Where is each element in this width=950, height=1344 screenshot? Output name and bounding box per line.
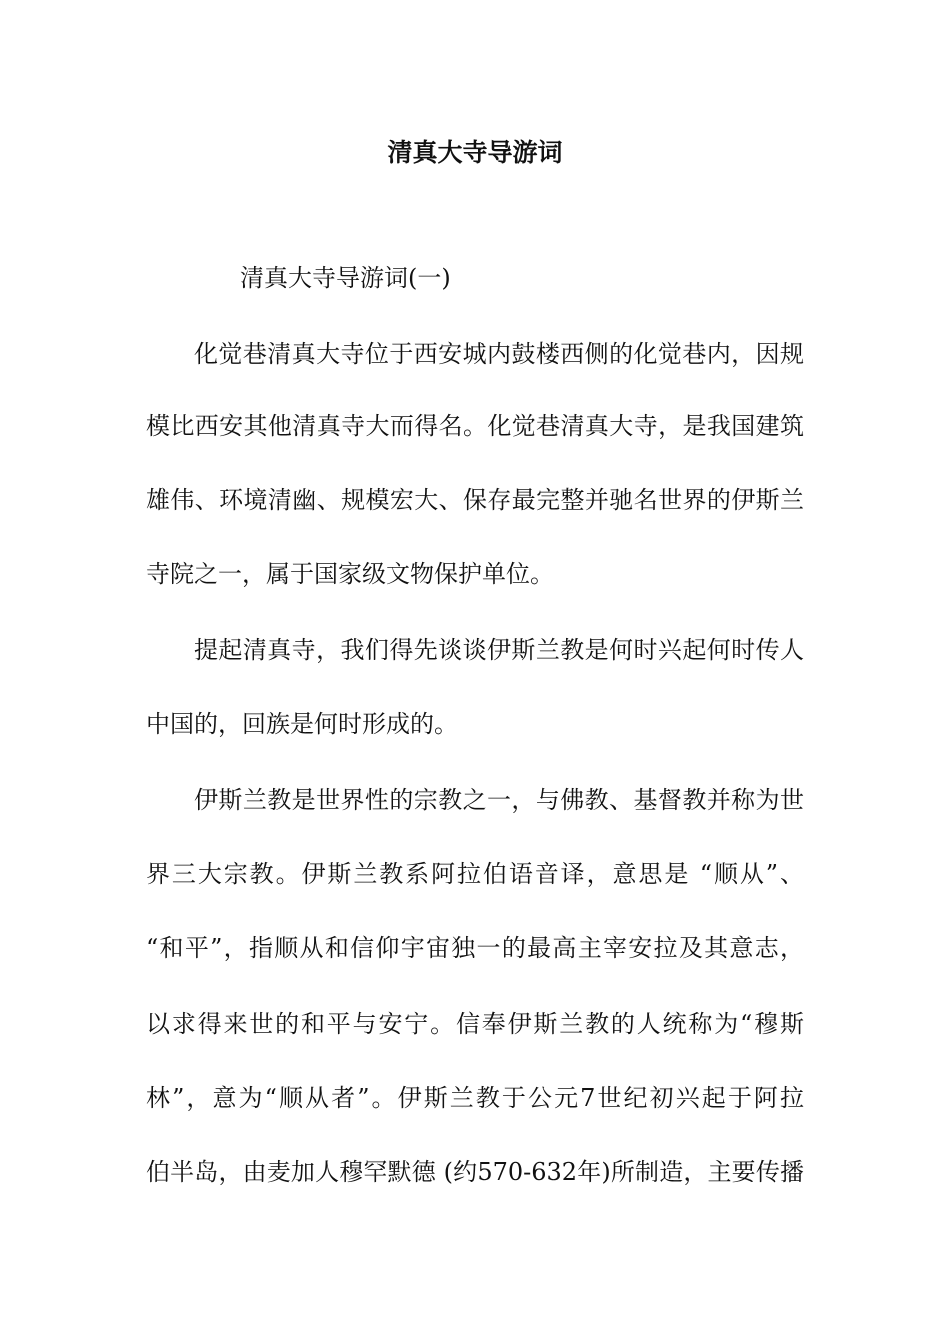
document-title: 清真大寺导游词 <box>387 138 563 167</box>
paragraph-line: 伯半岛，由麦加人穆罕默德 (约570-632年)所制造，主要传播 <box>146 1158 804 1186</box>
paragraph-line: 林”，意为“顺从者”。伊斯兰教于公元7世纪初兴起于阿拉 <box>146 1084 804 1112</box>
paragraph-line: “和平”，指顺从和信仰宇宙独一的最高主宰安拉及其意志， <box>146 934 804 962</box>
section-heading: 清真大寺导游词(一) <box>240 264 451 292</box>
paragraph-line: 伊斯兰教是世界性的宗教之一，与佛教、基督教并称为世 <box>194 786 804 814</box>
paragraph-line: 模比西安其他清真寺大而得名。化觉巷清真大寺，是我国建筑 <box>146 412 804 440</box>
paragraph-line: 以求得来世的和平与安宁。信奉伊斯兰教的人统称为“穆斯 <box>146 1010 804 1038</box>
paragraph-line: 中国的，回族是何时形成的。 <box>146 710 458 738</box>
paragraph-line: 寺院之一，属于国家级文物保护单位。 <box>146 560 554 588</box>
paragraph-line: 界三大宗教。伊斯兰教系阿拉伯语音译，意思是 “顺从”、 <box>146 860 804 888</box>
paragraph-line: 化觉巷清真大寺位于西安城内鼓楼西侧的化觉巷内，因规 <box>194 340 804 368</box>
paragraph-line: 雄伟、环境清幽、规模宏大、保存最完整并驰名世界的伊斯兰 <box>146 486 804 514</box>
paragraph-line: 提起清真寺，我们得先谈谈伊斯兰教是何时兴起何时传人 <box>194 636 804 664</box>
